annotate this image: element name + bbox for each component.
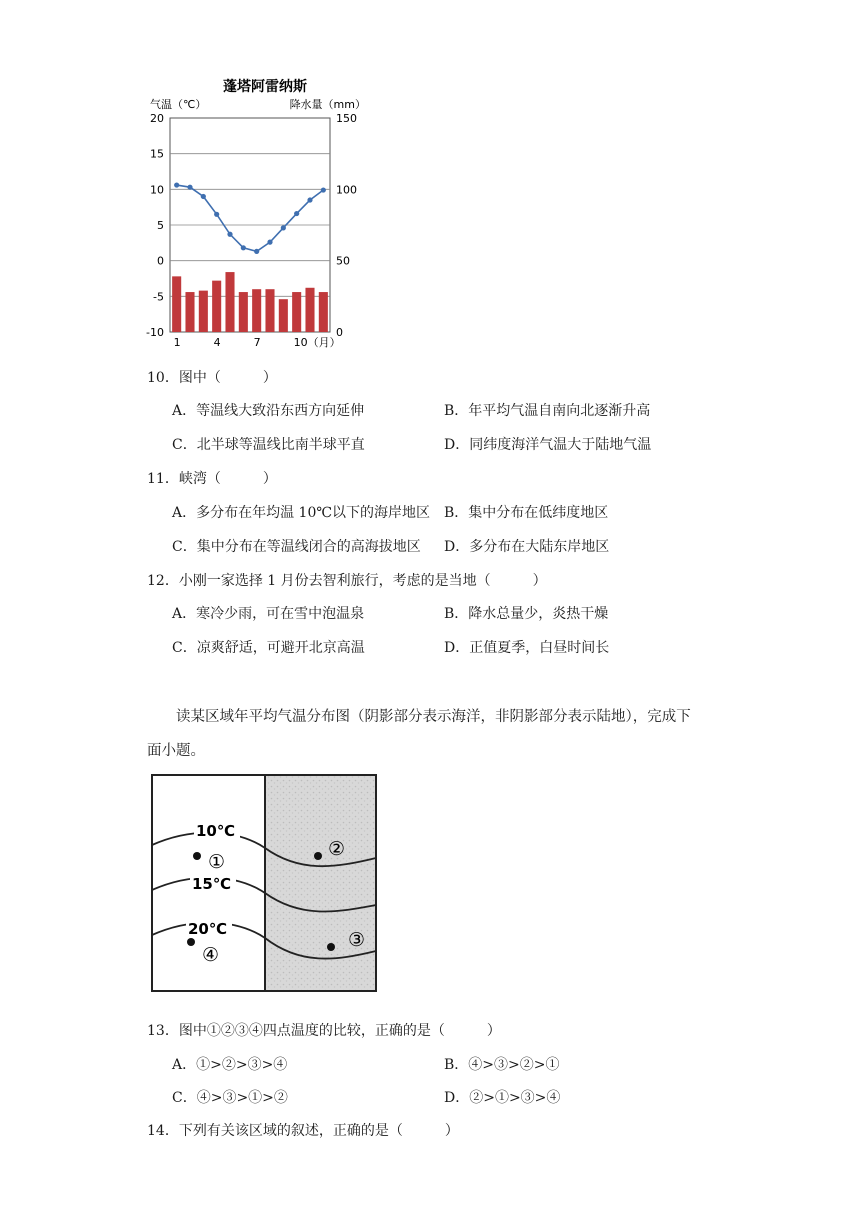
isotherm-label-20: 20℃ xyxy=(188,920,228,938)
precipitation-bar xyxy=(172,276,181,332)
question-12-option-b: B．降水总量少，炎热干燥 xyxy=(444,606,609,622)
precipitation-bar xyxy=(305,288,314,332)
right-tick-label: 50 xyxy=(336,254,350,268)
x-tick-label: 4 xyxy=(213,336,221,349)
question-13-option-a: A．①>②>③>④ xyxy=(172,1057,288,1073)
left-tick-label: 15 xyxy=(150,147,164,161)
question-10-option-d: D．同纬度海洋气温大于陆地气温 xyxy=(444,437,652,453)
temperature-point xyxy=(307,197,312,202)
point-4-label: ④ xyxy=(202,944,220,966)
left-tick-label: 0 xyxy=(157,254,164,268)
precipitation-bar xyxy=(265,289,274,332)
x-tick-label: 7 xyxy=(253,336,261,349)
precipitation-bar xyxy=(279,299,288,332)
left-tick-label: 10 xyxy=(150,183,164,197)
point-2-dot xyxy=(314,852,322,860)
temperature-point xyxy=(227,232,232,237)
precipitation-bar xyxy=(239,292,248,332)
question-13-stem: 13．图中①②③④四点温度的比较，正确的是（ ） xyxy=(147,1023,501,1039)
point-2-label: ② xyxy=(328,838,346,860)
precipitation-bar xyxy=(225,272,234,332)
temperature-point xyxy=(187,185,192,190)
temperature-point xyxy=(281,225,286,230)
question-13-option-b: B．④>③>②>① xyxy=(444,1057,560,1073)
precipitation-bars xyxy=(172,272,328,332)
question-10-option-c: C．北半球等温线比南半球平直 xyxy=(172,437,365,453)
temperature-point xyxy=(174,182,179,187)
point-4-dot xyxy=(187,938,195,946)
temperature-point xyxy=(241,245,246,250)
question-11-option-d: D．多分布在大陆东岸地区 xyxy=(444,539,610,555)
x-tick-label: 1 xyxy=(173,336,181,349)
isotherm-label-15: 15℃ xyxy=(192,875,232,893)
precipitation-bar xyxy=(212,281,221,332)
temperature-point xyxy=(294,211,299,216)
question-10-option-a: A．等温线大致沿东西方向延伸 xyxy=(172,403,365,419)
precipitation-bar xyxy=(185,292,194,332)
precipitation-bar xyxy=(252,289,261,332)
isotherm-label-10: 10℃ xyxy=(196,822,236,840)
temperature-point xyxy=(201,194,206,199)
question-11-option-c: C．集中分布在等温线闭合的高海拔地区 xyxy=(172,539,421,555)
question-12-stem: 12．小刚一家选择 1 月份去智利旅行，考虑的是当地（ ） xyxy=(147,573,547,589)
question-14-stem: 14．下列有关该区域的叙述，正确的是（ ） xyxy=(147,1123,459,1139)
intro-line-1: 读某区域年平均气温分布图（阴影部分表示海洋，非阴影部分表示陆地），完成下 xyxy=(176,709,691,725)
temperature-point xyxy=(214,212,219,217)
question-11-option-b: B．集中分布在低纬度地区 xyxy=(444,505,609,521)
question-12-option-a: A．寒冷少雨，可在雪中泡温泉 xyxy=(172,606,365,622)
question-10-stem: 10．图中（ ） xyxy=(147,370,277,386)
chart-title: 蓬塔阿雷纳斯 xyxy=(223,79,307,95)
question-11-stem: 11．峡湾（ ） xyxy=(147,471,277,487)
temperature-point xyxy=(254,249,259,254)
temperature-polyline xyxy=(177,185,324,251)
right-tick-label: 0 xyxy=(336,326,343,339)
left-axis-label: 气温（℃） xyxy=(150,98,207,111)
left-tick-label: 5 xyxy=(157,219,164,232)
intro-line-2: 面小题。 xyxy=(147,743,205,759)
precipitation-bar xyxy=(292,292,301,332)
x-tick-label: 10（月） xyxy=(293,336,341,349)
temperature-line xyxy=(174,182,326,254)
question-11-option-a: A．多分布在年均温 10℃以下的海岸地区 xyxy=(172,505,431,521)
question-10-option-b: B．年平均气温自南向北逐渐升高 xyxy=(444,403,651,419)
point-3-label: ③ xyxy=(348,929,366,951)
precipitation-bar xyxy=(199,291,208,332)
point-1-dot xyxy=(193,852,201,860)
question-13-option-d: D．②>①>③>④ xyxy=(444,1090,561,1106)
left-tick-label: 20 xyxy=(150,112,164,125)
temperature-point xyxy=(267,240,272,245)
left-tick-label: -10 xyxy=(146,326,164,339)
temperature-point xyxy=(321,187,326,192)
right-tick-label: 100 xyxy=(336,183,357,197)
isotherm-map xyxy=(150,773,378,993)
right-axis-label: 降水量（mm） xyxy=(289,98,366,111)
right-tick-label: 150 xyxy=(336,112,357,125)
question-13-option-c: C．④>③>①>② xyxy=(172,1090,288,1106)
point-1-label: ① xyxy=(208,851,226,873)
climate-chart xyxy=(140,70,380,355)
point-3-dot xyxy=(327,943,335,951)
question-12-option-c: C．凉爽舒适，可避开北京高温 xyxy=(172,640,365,656)
precipitation-bar xyxy=(319,292,328,332)
question-12-option-d: D．正值夏季，白昼时间长 xyxy=(444,640,610,656)
left-tick-label: -5 xyxy=(153,290,164,304)
